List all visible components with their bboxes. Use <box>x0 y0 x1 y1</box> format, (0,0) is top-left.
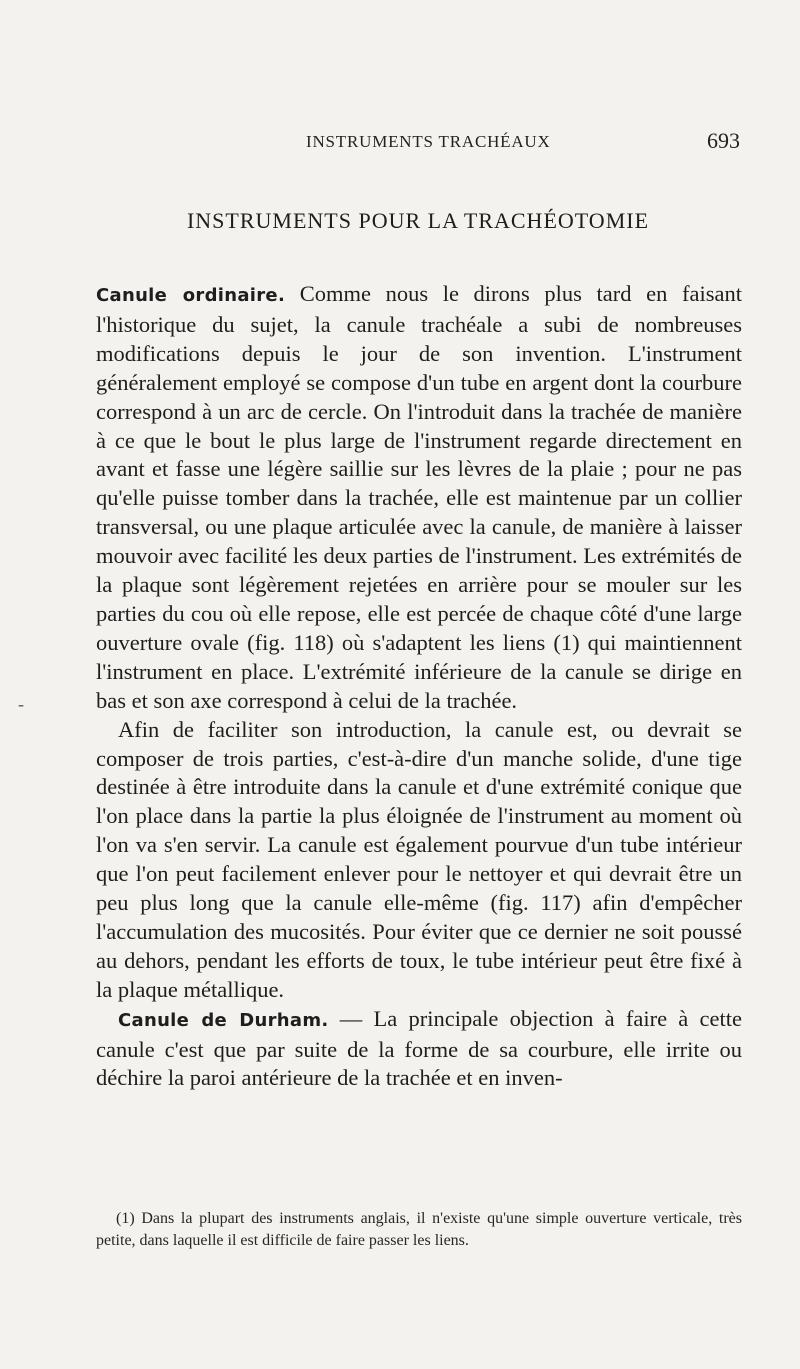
paragraph-canule-ordinaire <box>96 280 742 716</box>
paragraph-text: Afin de faciliter son introduction, la canule est, ou devrait se composer de trois parties, c'est-à-dire d'un manche solide, d'une tige destinée à être introduite dans la canule et d'une extrémité conique que l'on place dans la partie la plus éloignée de l'instrument au moment où l'on va s'en servir. La canule est également pourvue d'un tube intérieur que l'on peut facilement enlever pour le nettoyer et qui devrait être un peu plus long que la canule elle-même (fig. 117) afin d'empêcher l'accumulation des mucosités. Pour éviter que ce dernier ne soit poussé au dehors, pendant les efforts de toux, le tube intérieur peut être fixé à la plaque métallique. <box>96 716 742 1002</box>
footnote-text: (1) Dans la plupart des instruments anglais, il n'existe qu'une simple ouverture verticale, très petite, dans laquelle il est difficile de faire passer les liens. <box>96 1210 742 1249</box>
margin-mark: ‐ <box>18 694 24 714</box>
paragraph-text: Comme nous le dirons plus tard en faisant l'historique du sujet, la canule trachéale a subi de nombreuses modifications depuis le jour de son invention. L'instrument généralement employé se compose d'un tube en argent dont la courbure correspond à un arc de cercle. On l'introduit dans la trachée de manière à ce que le bout le plus large de l'instrument regarde directement en avant et fasse une légère saillie sur les lèvres de la plaie ; pour ne pas qu'elle puisse tomber dans la trachée, elle est maintenue par un collier transversal, ou une plaque articulée avec la canule, de manière à laisser mouvoir avec facilité les deux parties de l'instrument. Les extrémités de la plaque sont légèrement rejetées en arrière pour se mouler sur les parties du cou où elle repose, elle est percée de chaque côté d'une large ouverture ovale (fig. 118) où s'adaptent les liens (1) qui maintiennent l'instrument en place. L'extrémité inférieure de la canule se dirige en bas et son axe correspond à celui de la trachée. <box>96 281 742 713</box>
section-title: INSTRUMENTS POUR LA TRACHÉOTOMIE <box>186 208 650 233</box>
paragraph-text: — La principale objection à faire à cette canule c'est que par suite de la forme de sa courbure, elle irrite ou déchire la paroi antérieure de la trachée et en inven- <box>96 1005 742 1091</box>
paragraph-canule-durham <box>96 1005 742 1094</box>
running-title: INSTRUMENTS TRACHÉAUX <box>306 132 551 151</box>
paragraph-introduction <box>96 716 742 1005</box>
body-text <box>96 280 742 1093</box>
page-header <box>96 128 740 158</box>
page-number: 693 <box>707 128 740 153</box>
footnote <box>96 1208 742 1252</box>
paragraph-lead: Canule de Durham. <box>118 1009 329 1031</box>
paragraph-lead: Canule ordinaire. <box>96 285 286 306</box>
